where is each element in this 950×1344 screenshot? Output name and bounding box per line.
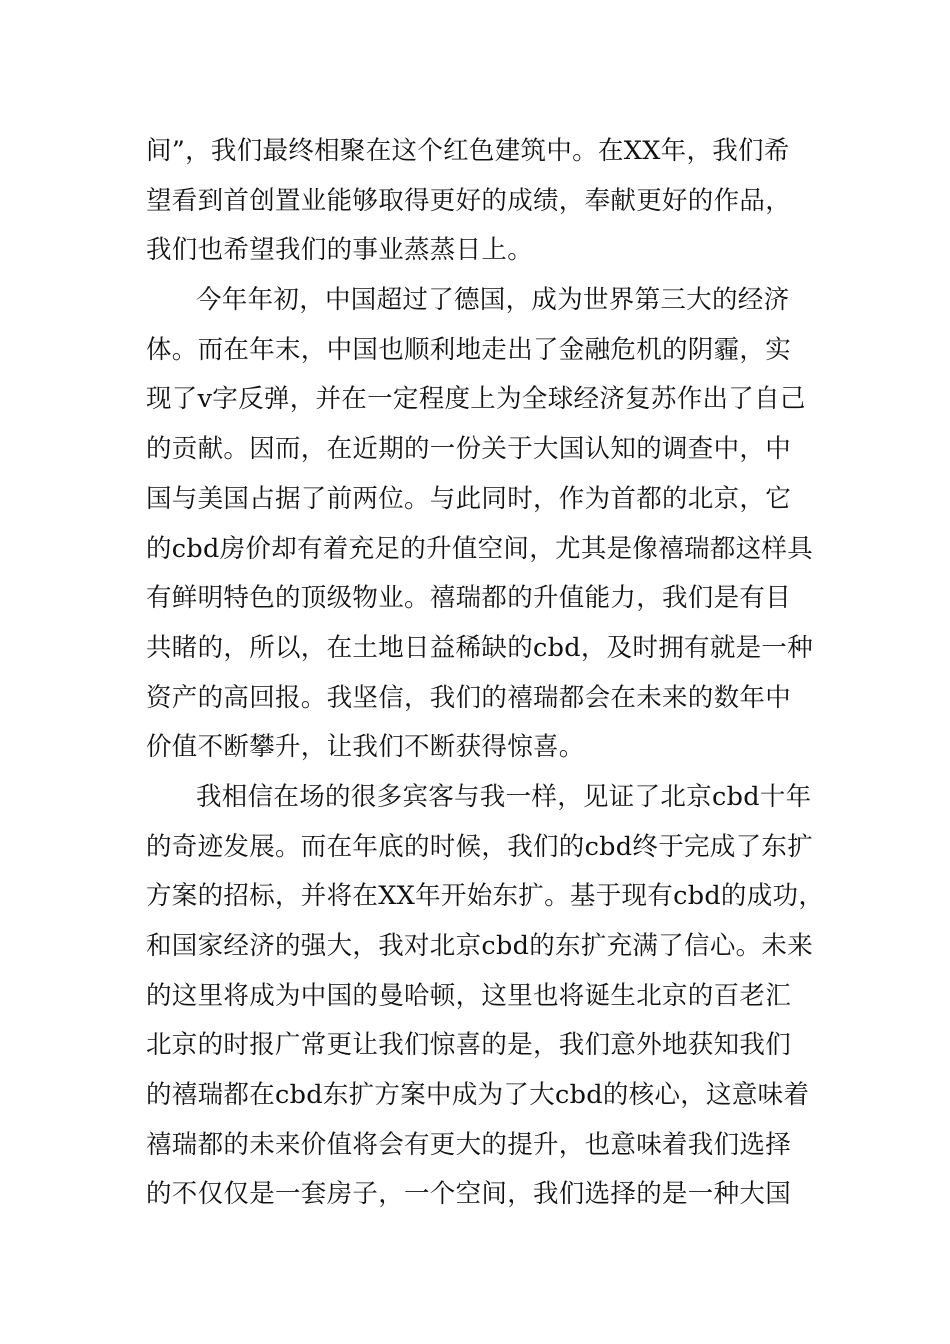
text-line: 我们也希望我们的事业蒸蒸日上。	[146, 235, 534, 266]
text-line: 禧瑞都的未来价值将会有更大的提升，也意味着我们选择	[146, 1129, 792, 1160]
text-line: 今年年初，中国超过了德国，成为世界第三大的经济	[196, 285, 790, 316]
text-line: 的贡献。因而，在近期的一份关于大国认知的调查中，中	[146, 434, 792, 465]
text-line: 方案的招标，并将在XX年开始东扩。基于现有cbd的成功，	[146, 881, 825, 912]
text-line: 的不仅仅是一套房子，一个空间，我们选择的是一种大国	[146, 1179, 792, 1210]
text-line: 资产的高回报。我坚信，我们的禧瑞都会在未来的数年中	[146, 682, 792, 713]
text-line: 现了v字反弹，并在一定程度上为全球经济复苏作出了自己	[146, 384, 806, 415]
text-line: 国与美国占据了前两位。与此同时，作为首都的北京，它	[146, 483, 792, 514]
text-line: 共睹的，所以，在土地日益稀缺的cbd，及时拥有就是一种	[146, 632, 814, 663]
text-line: 的禧瑞都在cbd东扩方案中成为了大cbd的核心，这意味着	[146, 1080, 810, 1111]
text-line: 望看到首创置业能够取得更好的成绩，奉献更好的作品，	[146, 185, 792, 216]
text-line: 体。而在年末，中国也顺利地走出了金融危机的阴霾，实	[146, 334, 792, 365]
text-line: 和国家经济的强大，我对北京cbd的东扩充满了信心。未来	[146, 931, 814, 961]
text-line: 有鲜明特色的顶级物业。禧瑞都的升值能力，我们是有目	[146, 583, 792, 614]
text-line: 间”，我们最终相聚在这个红色建筑中。在XX年，我们希	[146, 136, 790, 166]
text-line: 的奇迹发展。而在年底的时候，我们的cbd终于完成了东扩	[146, 831, 814, 862]
text-line: 的cbd房价却有着充足的升值空间，尤其是像禧瑞都这样具	[146, 533, 814, 564]
text-line: 的这里将成为中国的曼哈顿，这里也将诞生北京的百老汇	[146, 980, 792, 1011]
text-line: 价值不断攀升，让我们不断获得惊喜。	[146, 732, 585, 763]
text-line: 我相信在场的很多宾客与我一样，见证了北京cbd十年	[196, 781, 812, 812]
text-line: 北京的时报广常更让我们惊喜的是，我们意外地获知我们	[146, 1030, 792, 1061]
body-text	[146, 127, 826, 1220]
